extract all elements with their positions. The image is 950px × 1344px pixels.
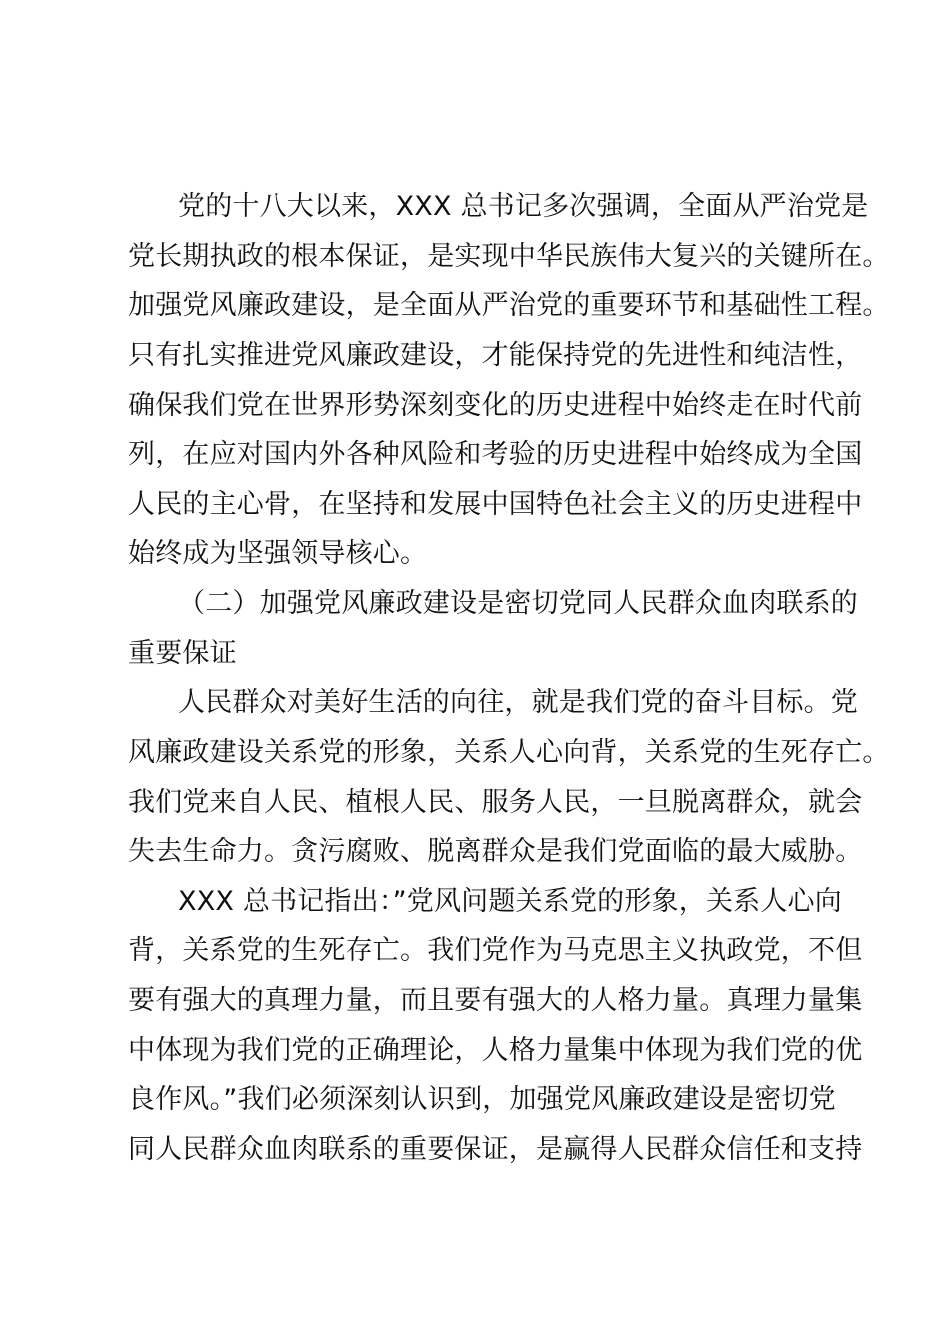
paragraph-1-line-5: 确保我们党在世界形势深刻变化的历史进程中始终走在时代前 — [128, 390, 863, 421]
paragraph-3-line-5: 良作风。”我们必须深刻认识到，加强党风廉政建设是密切党 — [128, 1084, 836, 1115]
paragraph-3-line-4: 中体现为我们党的正确理论，人格力量集中体现为我们党的优 — [128, 1035, 863, 1066]
paragraph-1-line-4: 只有扎实推进党风廉政建设，才能保持党的先进性和纯洁性， — [128, 340, 863, 371]
paragraph-3-line-1: XXX 总书记指出：”党风问题关系党的形象，关系人心向 — [178, 886, 842, 917]
section-heading-line-1: （二）加强党风廉政建设是密切党同人民群众血肉联系的 — [178, 588, 858, 619]
paragraph-3-line-2: 背，关系党的生死存亡。我们党作为马克思主义执政党，不但 — [128, 935, 863, 966]
section-heading-line-2: 重要保证 — [128, 638, 237, 669]
paragraph-1-line-2: 党长期执政的根本保证，是实现中华民族伟大复兴的关键所在。 — [128, 241, 890, 272]
paragraph-2-line-1: 人民群众对美好生活的向往，就是我们党的奋斗目标。党 — [178, 687, 858, 718]
paragraph-2-line-4: 失去生命力。贪污腐败、脱离群众是我们党面临的最大威胁。 — [128, 836, 863, 867]
paragraph-1-line-6: 列，在应对国内外各种风险和考验的历史进程中始终成为全国 — [128, 439, 863, 470]
paragraph-2-line-2: 风廉政建设关系党的形象，关系人心向背，关系党的生死存亡。 — [128, 737, 890, 768]
paragraph-1-line-3: 加强党风廉政建设，是全面从严治党的重要环节和基础性工程。 — [128, 290, 890, 321]
paragraph-2-line-3: 我们党来自人民、植根人民、服务人民，一旦脱离群众，就会 — [128, 787, 863, 818]
paragraph-1-line-1: 党的十八大以来，XXX 总书记多次强调，全面从严治党是 — [178, 191, 869, 222]
paragraph-1-line-7: 人民的主心骨，在坚持和发展中国特色社会主义的历史进程中 — [128, 489, 863, 520]
paragraph-3-line-3: 要有强大的真理力量，而且要有强大的人格力量。真理力量集 — [128, 985, 863, 1016]
paragraph-1-line-8: 始终成为坚强领导核心。 — [128, 538, 428, 569]
paragraph-3-line-6: 同人民群众血肉联系的重要保证，是赢得人民群众信任和支持 — [128, 1134, 863, 1165]
